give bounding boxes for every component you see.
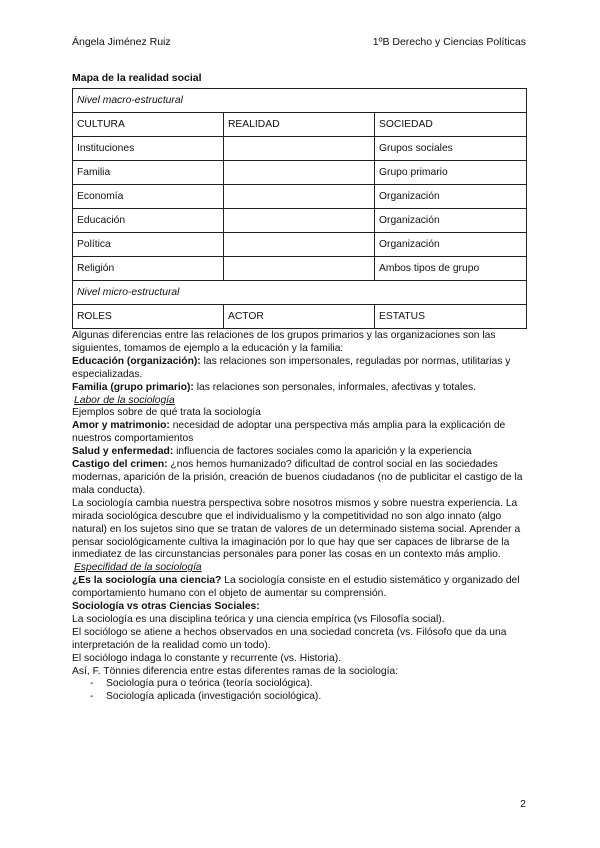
table-cell (224, 161, 375, 185)
especificidad-heading: Especifidad de la sociología (74, 562, 202, 574)
table-cell: Organización (375, 209, 527, 233)
vs-line-1: La sociología es una disciplina teórica y una ciencia empírica (vs Filosofía social). (72, 613, 445, 625)
header-realidad: REALIDAD (224, 113, 375, 137)
educacion-paragraph (72, 356, 528, 382)
ejemplos-line: Ejemplos sobre de qué trata la sociología (72, 407, 261, 419)
header-author: Ángela Jiménez Ruiz (72, 36, 171, 48)
table-cell: Organización (375, 233, 527, 257)
table-cell: Grupos sociales (375, 137, 527, 161)
list-item-text: Sociología aplicada (investigación sociológica). (106, 691, 322, 703)
table-row (73, 161, 527, 185)
educacion-text: las relaciones son impersonales, reguladas por normas, utilitarias y especializadas. (72, 355, 511, 380)
list-item-text: Sociología pura o teórica (teoría sociológica). (106, 678, 313, 690)
table-cell (224, 185, 375, 209)
amor-label: Amor y matrimonio: (72, 420, 170, 432)
castigo-text: ¿nos hemos humanizado? dificultad de control social en las sociedades modernas, aparición de la prisión, creación de buenos ciudadanos (no de publicitar el castigo de la mala conducta). (72, 459, 523, 496)
header-cultura: CULTURA (73, 113, 224, 137)
micro-level-label: Nivel micro-estructural (73, 281, 527, 305)
table-row (73, 209, 527, 233)
vs-line-2: El sociólogo se atiene a hechos observados en una sociedad concreta (vs. Filósofo que da una interpretación de la realidad como un todo). (72, 626, 507, 651)
vs-heading: Sociología vs otras Ciencias Sociales: (72, 601, 260, 613)
castigo-label: Castigo del crimen: (72, 459, 168, 471)
section-title: Mapa de la realidad social (72, 72, 202, 84)
dash-bullet: - (90, 691, 94, 703)
table-cell: Organización (375, 185, 527, 209)
header-roles: ROLES (73, 305, 224, 329)
table-cell: Economía (73, 185, 224, 209)
table-cell (224, 209, 375, 233)
table-row (73, 281, 527, 305)
familia-label: Familia (grupo primario): (72, 381, 194, 393)
ciencia-paragraph (72, 575, 528, 601)
table-row (73, 257, 527, 281)
familia-text: las relaciones son personales, informales, afectivas y totales. (193, 381, 477, 393)
table-cell: Política (73, 233, 224, 257)
castigo-paragraph (72, 459, 528, 498)
table-header-row (73, 113, 527, 137)
page-number: 2 (520, 798, 526, 810)
body-text (72, 330, 528, 704)
dash-bullet: - (90, 678, 94, 690)
labor-heading: Labor de la sociología (74, 394, 175, 406)
familia-paragraph (72, 382, 528, 395)
salud-paragraph (72, 446, 528, 459)
header-sociedad: SOCIEDAD (375, 113, 527, 137)
social-reality-table (72, 88, 527, 329)
intro-paragraph: Algunas diferencias entre las relaciones de los grupos primarios y las organizaciones son las siguientes, tomamos de ejemplo a la educación y la familia: (72, 330, 496, 354)
table-row (73, 137, 527, 161)
ciencia-label: ¿Es la sociología una ciencia? (72, 575, 222, 587)
table-header-row (73, 305, 527, 329)
tonnies-line: Así, F. Tönnies diferencia entre estas diferentes ramas de la sociología: (72, 665, 399, 677)
header-estatus: ESTATUS (375, 305, 527, 329)
header-course: 1ºB Derecho y Ciencias Políticas (372, 36, 526, 48)
educacion-label: Educación (organización): (72, 355, 201, 367)
ramas-list (72, 678, 528, 704)
list-item (72, 691, 528, 704)
table-cell: Educación (73, 209, 224, 233)
table-row (73, 233, 527, 257)
table-cell (224, 257, 375, 281)
table-cell: Ambos tipos de grupo (375, 257, 527, 281)
table-cell: Grupo primario (375, 161, 527, 185)
salud-text: influencia de factores sociales como la aparición y la experiencia (173, 446, 472, 458)
amor-text: necesidad de adoptar una perspectiva más amplia para la explicación de nuestros comportamientos (72, 420, 506, 445)
vs-line-3: El sociólogo indaga lo constante y recurrente (vs. Historia). (72, 652, 341, 664)
table-cell: Religión (73, 257, 224, 281)
macro-level-label: Nivel macro-estructural (73, 89, 527, 113)
table-row (73, 185, 527, 209)
table-cell (224, 137, 375, 161)
header-actor: ACTOR (224, 305, 375, 329)
table-row (73, 89, 527, 113)
table-cell (224, 233, 375, 257)
salud-label: Salud y enfermedad: (72, 446, 174, 458)
table-cell: Familia (73, 161, 224, 185)
table-cell: Instituciones (73, 137, 224, 161)
cambia-paragraph: La sociología cambia nuestra perspectiva sobre nosotros mismos y sobre nuestra experiencia. La mirada sociológica descubre que el individualismo y la competitividad no son algo innato (algo natural) en los sujetos sino que se tratan de valores de un determinado sistema social. Aprender a pensar sociológicamente cultiva la imaginación por lo que hay que ser capaces de librarse de la inmediatez de las circunstancias personales para poner las cosas en un contexto más amplio. (72, 497, 521, 561)
amor-paragraph (72, 420, 528, 446)
list-item (72, 678, 528, 691)
ciencia-text: La sociología consiste en el estudio sistemático y organizado del comportamiento humano con el objeto de aumentar su comprensión. (72, 575, 520, 600)
